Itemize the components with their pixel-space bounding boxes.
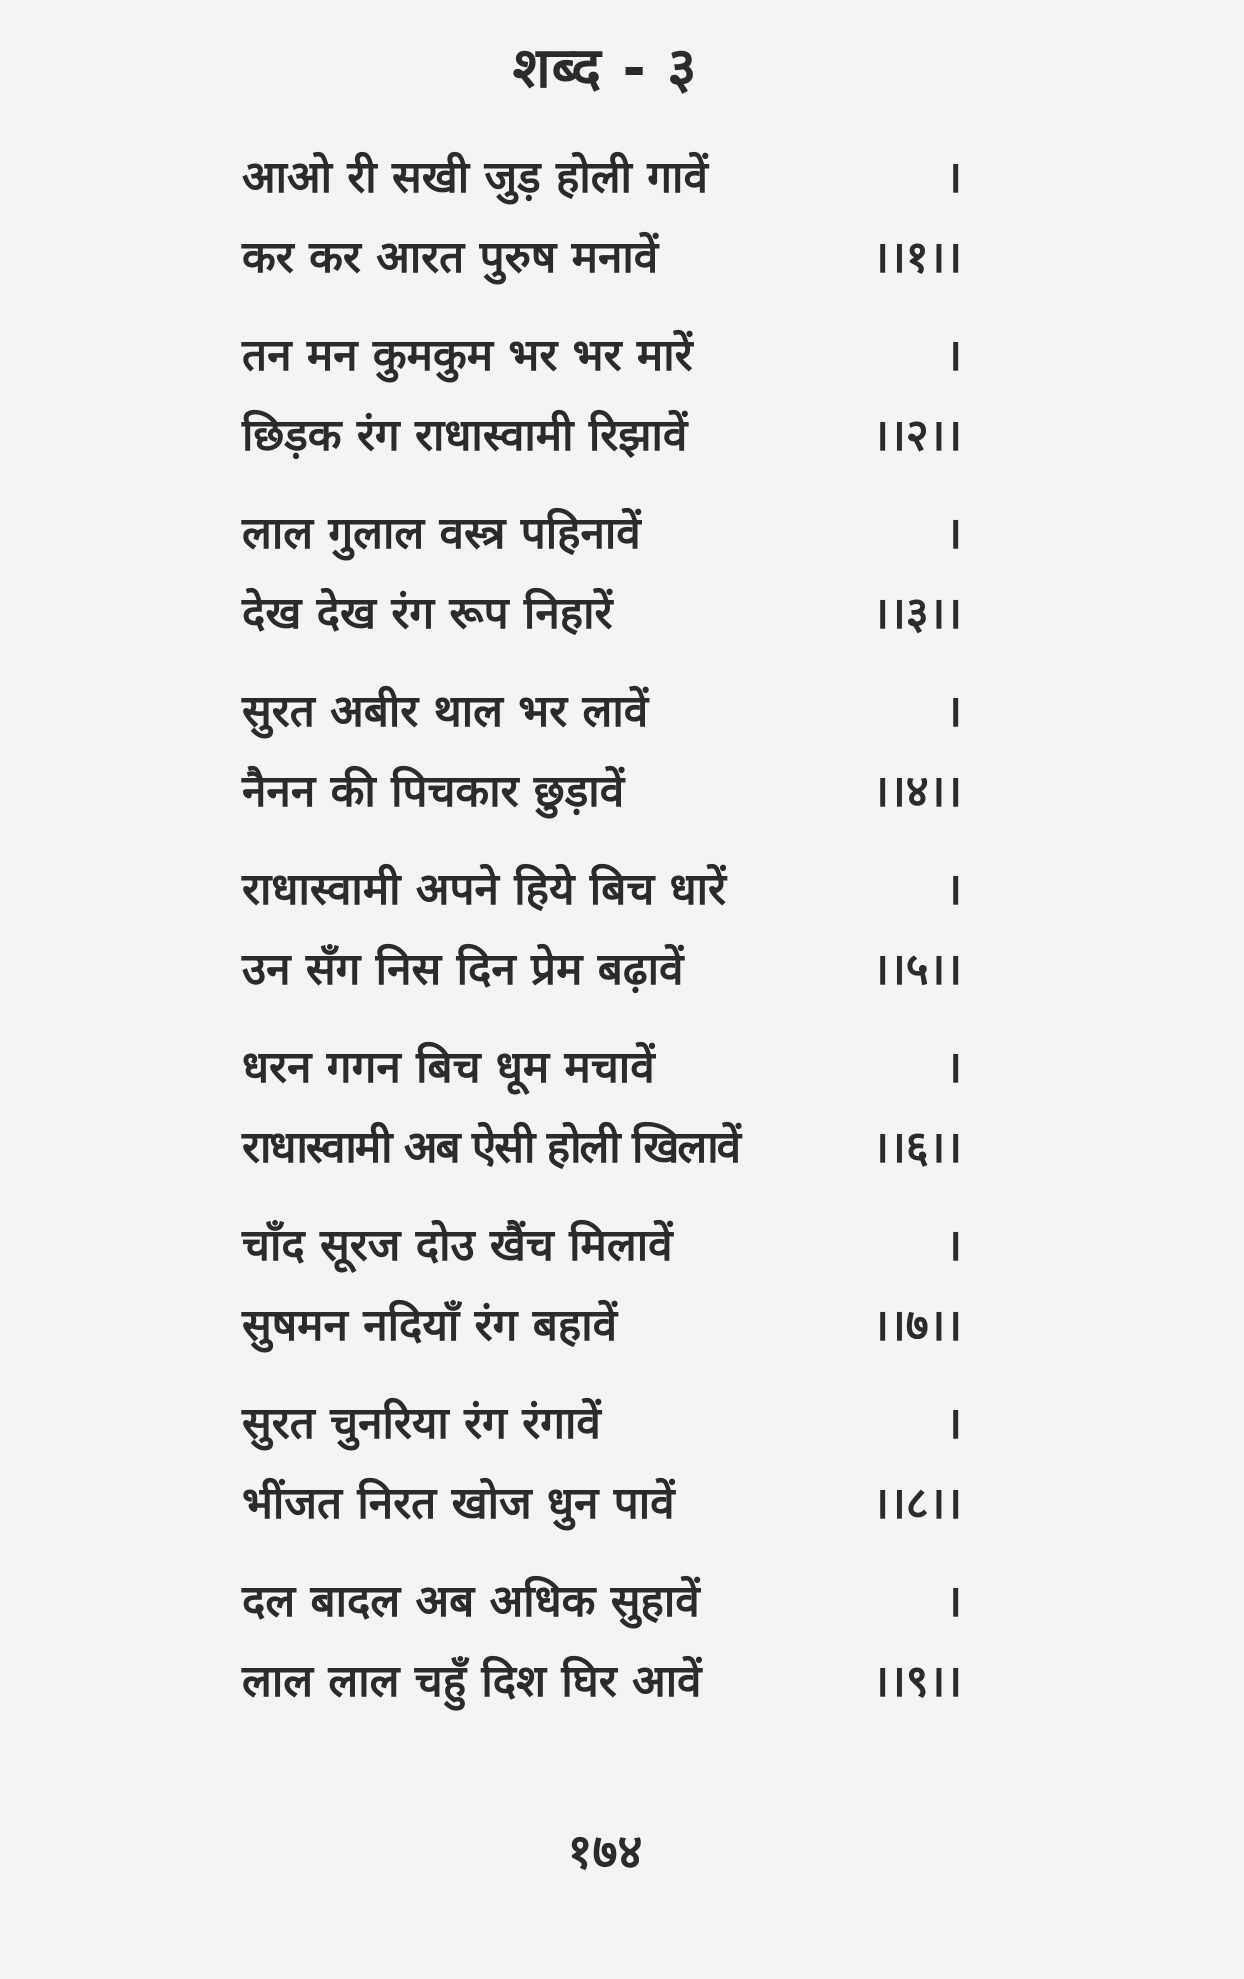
verse-number: ।।५।। <box>872 944 962 995</box>
verse-number: ।।९।। <box>872 1656 962 1707</box>
verse-text: धरन गगन बिच धूम मचावें <box>242 1042 655 1093</box>
verse-text: नैनन की पिचकार छुड़ावें <box>242 766 625 817</box>
verse-number: ।।३।। <box>872 588 962 639</box>
verse-number: ।।२।। <box>872 410 962 461</box>
verse-line <box>242 1464 962 1544</box>
verse-mark: । <box>945 1398 962 1449</box>
verse-text: देख देख रंग रूप निहारें <box>242 588 613 639</box>
verse-line <box>242 1642 962 1722</box>
verse-line <box>242 494 962 574</box>
verse-mark: । <box>945 686 962 737</box>
verse-text: राधास्वामी अपने हिये बिच धारें <box>242 864 727 915</box>
verse-mark: । <box>945 152 962 203</box>
verse-mark: । <box>945 1576 962 1627</box>
verse-line <box>242 316 962 396</box>
verse-line <box>242 218 962 298</box>
verse-text: लाल लाल चहुँ दिश घिर आवें <box>242 1656 702 1707</box>
verse-number: ।।७।। <box>872 1300 962 1351</box>
stanza <box>242 1206 962 1366</box>
stanza <box>242 672 962 832</box>
verse-line <box>242 1028 962 1108</box>
verse-line <box>242 1108 962 1188</box>
verse-line <box>242 396 962 476</box>
verse-number: ।।१।। <box>872 232 962 283</box>
stanza <box>242 1028 962 1188</box>
verse-line <box>242 1286 962 1366</box>
stanza <box>242 1384 962 1544</box>
verse-text: आओ री सखी जुड़ होली गावें <box>242 152 708 203</box>
stanza <box>242 1562 962 1722</box>
verse-text: लाल गुलाल वस्त्र पहिनावें <box>242 508 641 559</box>
verse-line <box>242 1206 962 1286</box>
verse-line <box>242 930 962 1010</box>
verse-mark: । <box>945 864 962 915</box>
verse-text: भींजत निरत खोज धुन पावें <box>242 1478 675 1529</box>
stanza <box>242 850 962 1010</box>
verse-mark: । <box>945 1220 962 1271</box>
verse-line <box>242 672 962 752</box>
stanza <box>242 138 962 298</box>
verse-text: राधास्वामी अब ऐसी होली खिलावें <box>242 1122 740 1173</box>
page-title: शब्द - ३ <box>512 36 698 101</box>
verse-text: उन सँग निस दिन प्रेम बढ़ावें <box>242 944 684 995</box>
verse-number: ।।४।। <box>872 766 962 817</box>
verse-line <box>242 574 962 654</box>
verse-line <box>242 752 962 832</box>
verse-mark: । <box>945 330 962 381</box>
page-number: १७४ <box>567 1824 643 1880</box>
verse-line <box>242 850 962 930</box>
stanza <box>242 494 962 654</box>
verse-text: चाँद सूरज दोउ खैंच मिलावें <box>242 1220 673 1271</box>
verse-text: सुषमन नदियाँ रंग बहावें <box>242 1300 618 1351</box>
verse-line <box>242 1384 962 1464</box>
verse-line <box>242 138 962 218</box>
verse-mark: । <box>945 508 962 559</box>
verse-text: छिड़क रंग राधास्वामी रिझावें <box>242 410 688 461</box>
verse-number: ।।६।। <box>872 1122 962 1173</box>
verse-text: कर कर आरत पुरुष मनावें <box>242 232 659 283</box>
verse-mark: । <box>945 1042 962 1093</box>
verse-text: दल बादल अब अधिक सुहावें <box>242 1576 700 1627</box>
verse-text: तन मन कुमकुम भर भर मारें <box>242 330 693 381</box>
verse-line <box>242 1562 962 1642</box>
verse-number: ।।८।। <box>872 1478 962 1529</box>
verse-text: सुरत अबीर थाल भर लावें <box>242 686 649 737</box>
verse-text: सुरत चुनरिया रंग रंगावें <box>242 1398 601 1449</box>
stanza <box>242 316 962 476</box>
verse-body <box>242 138 962 1740</box>
